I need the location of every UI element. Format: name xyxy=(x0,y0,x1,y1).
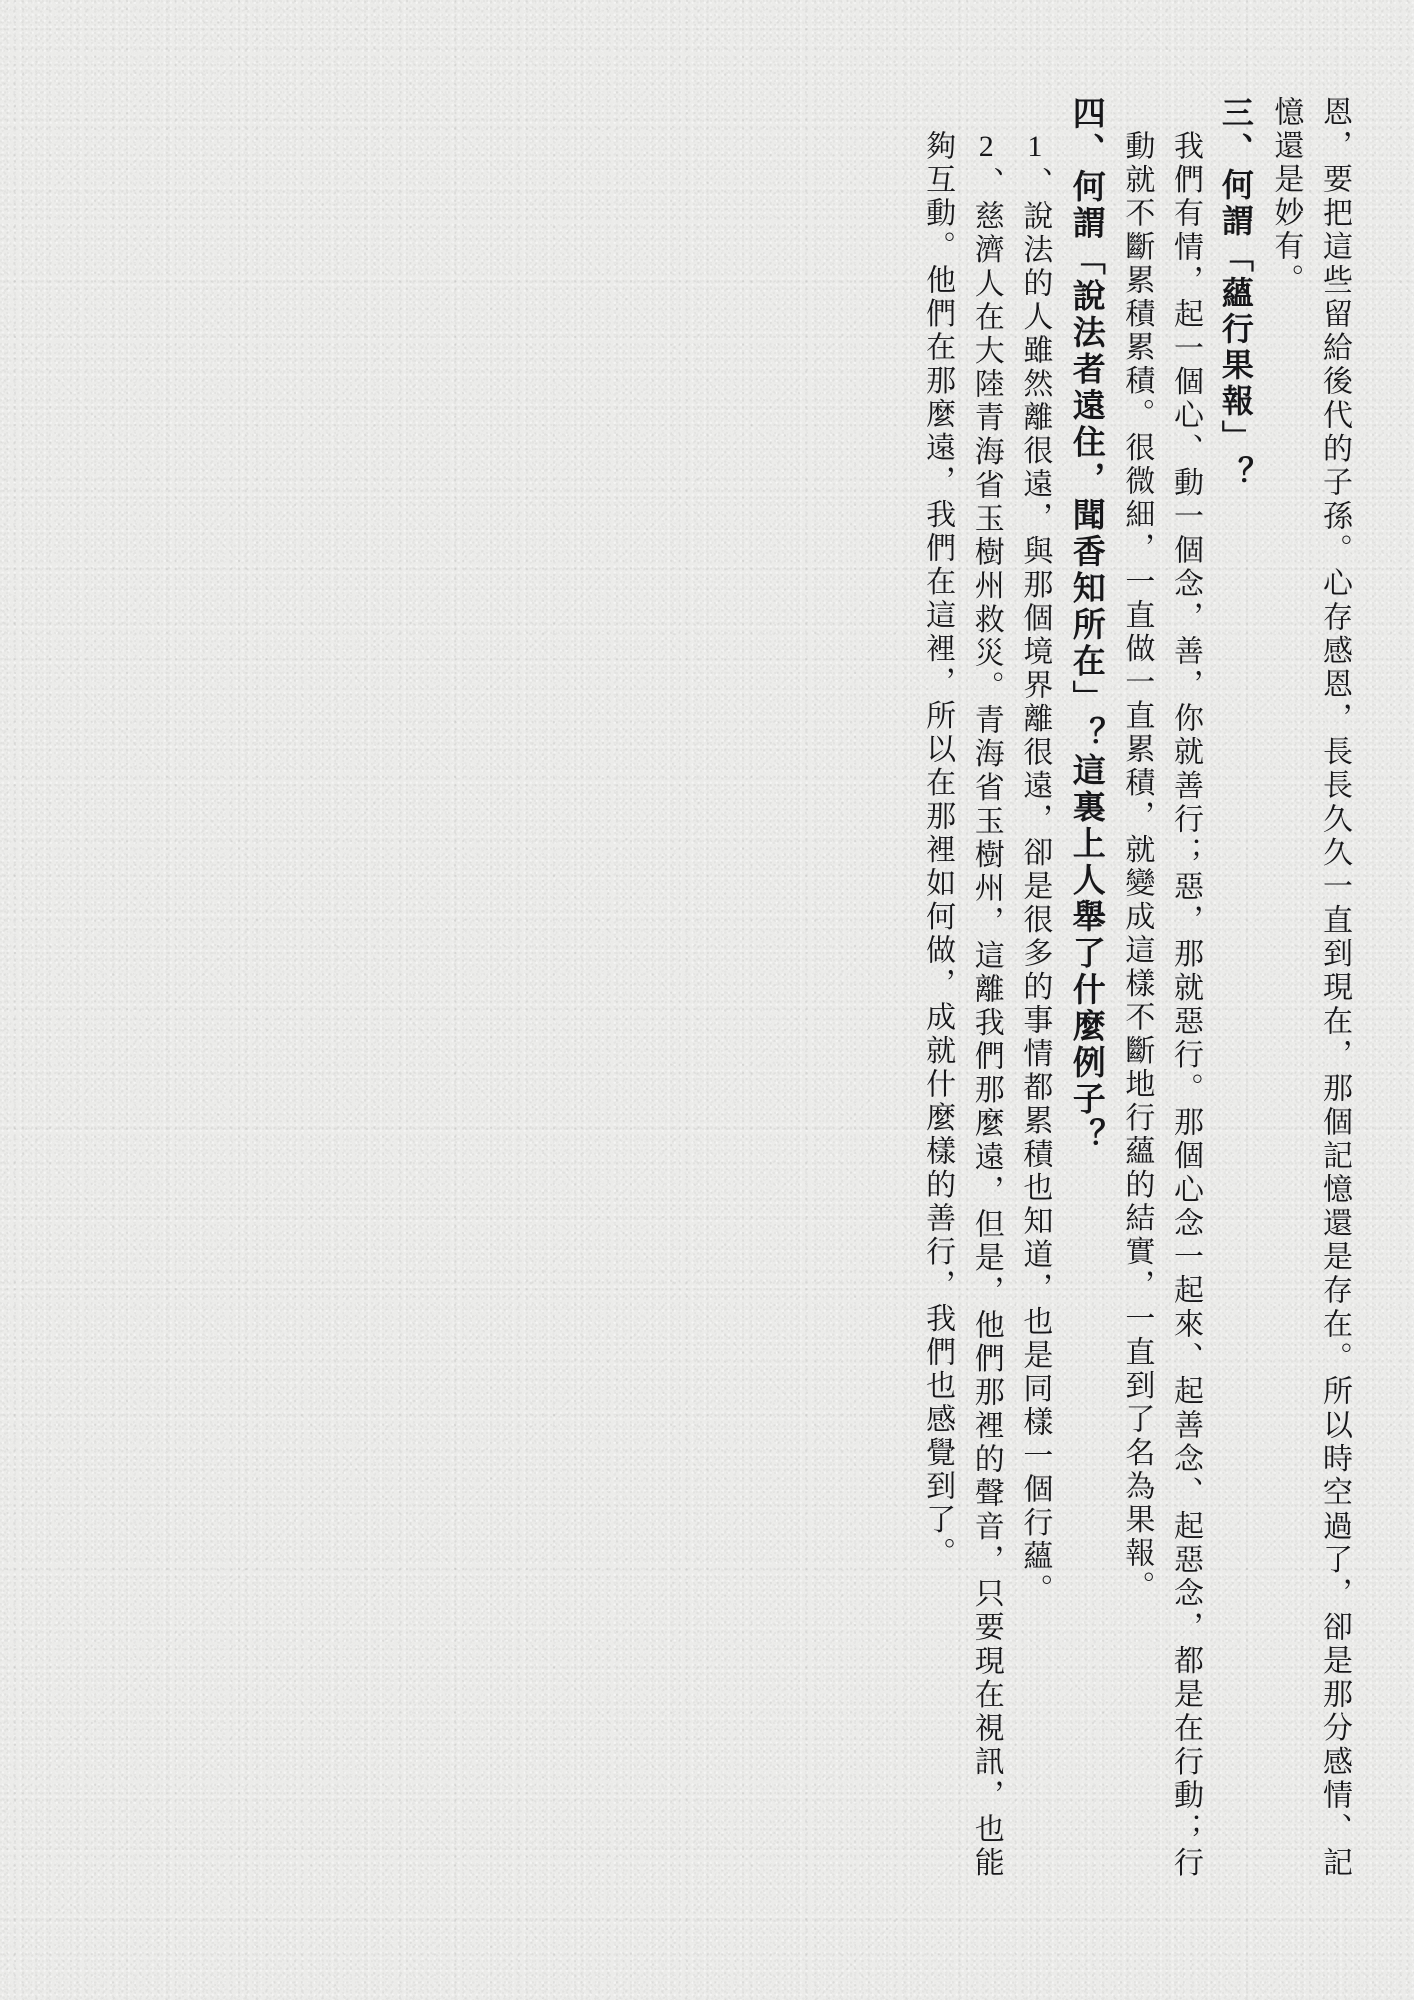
paragraph-section-three-body: 我們有情，起一個心、動一個念，善，你就善行；惡，那就惡行。那個心念一起來、起善念、起惡念，都是在行動；行動就不斷累積累積。很微細，一直做一直累積，就變成這樣不斷地行蘊的結實，一直到了名為果報。 xyxy=(1120,130,1202,1880)
document-text-body xyxy=(56,96,1358,1880)
section-heading-three: 三、何謂「蘊行果報」？ xyxy=(1217,96,1254,492)
paragraph-section-four-item-1: 1、說法的人雖然離很遠，與那個境界離很遠，卻是很多的事情都累積也知道，也是同樣一個行蘊。 xyxy=(1018,130,1052,1607)
paragraph-section-four-item-2: 2、慈濟人在大陸青海省玉樹州救災。青海省玉樹州，這離我們那麼遠，但是，他們那裡的聲音，只要現在視訊，也能夠互動。他們在那麼遠，我們在這裡，所以在那裡如何做，成就什麼樣的善行，我們也感覺到了。 xyxy=(921,130,1003,1880)
paragraph-continuation: 恩，要把這些留給後代的子孫。心存感恩，長長久久一直到現在，那個記憶還是存在。所以時空過了，卻是那分感情、記憶還是妙有。 xyxy=(1269,96,1351,1880)
section-heading-four: 四、何謂「說法者遠住，聞香知所在」？這裏上人舉了什麼例子？ xyxy=(1067,96,1104,1155)
